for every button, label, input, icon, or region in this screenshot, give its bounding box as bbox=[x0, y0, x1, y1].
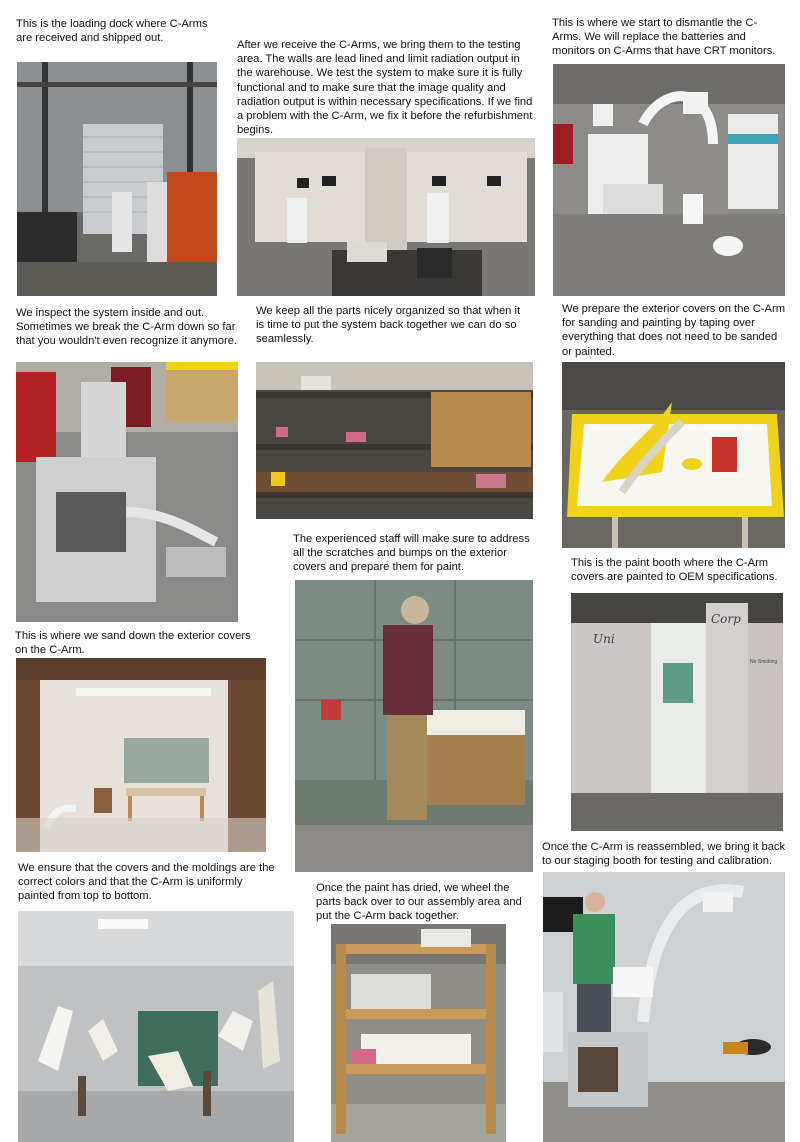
caption-reassembled: Once the C-Arm is reassembled, we bring it back to our staging booth for testing and calibration. bbox=[542, 841, 786, 868]
paint-booth-doors-photo bbox=[571, 593, 783, 831]
taped-covers-photo bbox=[562, 362, 785, 548]
parts-shelf-photo bbox=[256, 362, 533, 519]
caption-dismantle: This is where we start to dismantle the C-Arms. We will replace the batteries and monitors on C-Arms that have CRT monitors. bbox=[552, 17, 776, 58]
loading-dock-photo bbox=[17, 62, 217, 296]
caption-paint-dried: Once the paint has dried, we wheel the parts back over to our assembly area and put the C-Arm back together. bbox=[316, 882, 522, 923]
caption-loading-dock: This is the loading dock where C-Arms are received and shipped out. bbox=[16, 18, 208, 45]
testing-area-photo bbox=[237, 138, 535, 296]
booth-door-uni: Uni bbox=[593, 632, 615, 646]
caption-inspect: We inspect the system inside and out. Sometimes we break the C-Arm down so far that you wouldn't even recognize it anymore. bbox=[16, 307, 238, 348]
no-smoking-sign: No Smoking bbox=[750, 659, 778, 665]
caption-prepare-covers: We prepare the exterior covers on the C-Arm for sanding and painting by taping over everything that does not need to be sanded or painted. bbox=[562, 303, 786, 358]
staging-booth-photo bbox=[543, 872, 785, 1142]
sanding-worker-photo bbox=[295, 580, 533, 872]
assembly-cart-photo bbox=[331, 924, 506, 1142]
disassembled-c-arm-photo bbox=[16, 362, 238, 622]
caption-paint-booth: This is the paint booth where the C-Arm covers are painted to OEM specifications. bbox=[571, 557, 778, 584]
caption-sand-down: This is where we sand down the exterior covers on the C-Arm. bbox=[15, 630, 251, 657]
caption-colors: We ensure that the covers and the moldings are the correct colors and that the C-Arm is uniformly painted from top to bottom. bbox=[18, 862, 275, 903]
booth-door-corp: Corp bbox=[711, 612, 741, 626]
caption-parts-organized: We keep all the parts nicely organized so that when it is time to put the system back together we can do so seamlessly. bbox=[256, 305, 521, 346]
dismantle-area-photo bbox=[553, 64, 785, 296]
caption-testing-area: After we receive the C-Arms, we bring them to the testing area. The walls are lead lined and limit radiation output in the warehouse. We test the system to make sure it is fully functional and to make sure that the image quality and radiation output is within necessary specifications. If we find a problem with the C-Arm, we fix it before the refurbishment begins. bbox=[237, 39, 533, 137]
caption-scratches: The experienced staff will make sure to address all the scratches and bumps on the exterior covers and prepare them for paint. bbox=[293, 533, 530, 574]
sanding-booth-photo bbox=[16, 658, 266, 852]
painted-covers-booth-photo bbox=[18, 911, 294, 1142]
